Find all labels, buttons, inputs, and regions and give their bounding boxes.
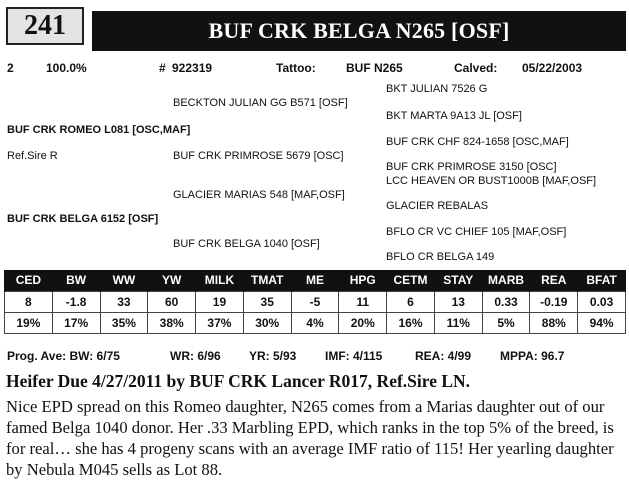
pedigree-sd-dam: BUF CRK PRIMROSE 3150 [OSC] (386, 161, 557, 173)
epd-percentile-stay: 11% (434, 312, 482, 333)
lot-description: Nice EPD spread on this Romeo daughter, N265 comes from a Marias daughter out of our famed Belga 1040 donor. Her .33 Marbling EPD, which ranks in the top 5% of the breed, is for real… she has 4 progeny scans with an average IMF ratio of 115! Her yearling daughter by Nebula M045 sells as Lot 88. (6, 397, 614, 479)
epd-value-milk: 19 (196, 291, 244, 312)
epd-percentile-bw: 17% (52, 312, 100, 333)
progeny-wr: WR: 6/96 (170, 349, 221, 363)
epd-header-ww: WW (100, 270, 148, 291)
epd-value-rea: -0.19 (530, 291, 578, 312)
percent: 100.0% (46, 61, 87, 75)
pedigree-dam-dam: BUF CRK BELGA 1040 [OSF] (173, 238, 320, 250)
epd-header-me: ME (291, 270, 339, 291)
calved-label: Calved: (454, 61, 498, 75)
epd-header-milk: MILK (196, 270, 244, 291)
lot-number: 241 (6, 7, 84, 45)
epd-percentile-me: 4% (291, 312, 339, 333)
epd-header-ced: CED (5, 270, 53, 291)
tattoo-label: Tattoo: (276, 61, 316, 75)
epd-value-cetm: 6 (387, 291, 435, 312)
pedigree-sire: BUF CRK ROMEO L081 [OSC,MAF] (7, 124, 191, 136)
progeny-imf: IMF: 4/115 (325, 349, 383, 363)
progeny-rea: REA: 4/99 (415, 349, 472, 363)
pedigree-sire-sire: BECKTON JULIAN GG B571 [OSF] (173, 97, 348, 109)
epd-percentile-tmat: 30% (243, 312, 291, 333)
calved-value: 05/22/2003 (522, 61, 583, 75)
reg-label: # (159, 61, 166, 75)
epd-percentile-yw: 38% (148, 312, 196, 333)
reg-number: 922319 (172, 61, 213, 75)
epd-header-cetm: CETM (387, 270, 435, 291)
tattoo-value: BUF N265 (346, 61, 403, 75)
epd-percentiles-row (5, 312, 626, 333)
epd-header-bfat: BFAT (578, 270, 626, 291)
pedigree-dd-dam: BFLO CR BELGA 149 (386, 251, 495, 263)
epd-percentile-bfat: 94% (578, 312, 626, 333)
heifer-due-line: Heifer Due 4/27/2011 by BUF CRK Lancer R017, Ref.Sire LN. (6, 371, 471, 391)
pedigree-ds-dam: GLACIER REBALAS (386, 200, 489, 212)
epd-header-marb: MARB (482, 270, 530, 291)
epd-value-ced: 8 (5, 291, 53, 312)
epd-header-bw: BW (52, 270, 100, 291)
pedigree-dd-sire: BFLO CR VC CHIEF 105 [MAF,OSF] (386, 226, 567, 238)
epd-value-marb: 0.33 (482, 291, 530, 312)
epd-percentile-ww: 35% (100, 312, 148, 333)
epd-percentile-cetm: 16% (387, 312, 435, 333)
progeny-mppa: MPPA: 96.7 (500, 349, 565, 363)
epd-value-stay: 13 (434, 291, 482, 312)
pedigree-sd-sire: BUF CRK CHF 824-1658 [OSC,MAF] (386, 136, 569, 148)
epd-value-yw: 60 (148, 291, 196, 312)
head-count: 2 (7, 61, 14, 75)
pedigree-dam: BUF CRK BELGA 6152 [OSF] (7, 213, 159, 225)
epd-header-hpg: HPG (339, 270, 387, 291)
pedigree-ss-dam: BKT MARTA 9A13 JL [OSF] (386, 110, 522, 122)
epd-value-hpg: 11 (339, 291, 387, 312)
epd-value-tmat: 35 (243, 291, 291, 312)
epd-percentile-milk: 37% (196, 312, 244, 333)
epd-value-bw: -1.8 (52, 291, 100, 312)
epd-table (4, 270, 626, 334)
epd-percentile-ced: 19% (5, 312, 53, 333)
epd-header-tmat: TMAT (243, 270, 291, 291)
pedigree-ds-sire: LCC HEAVEN OR BUST1000B [MAF,OSF] (386, 175, 597, 187)
progeny-yr: YR: 5/93 (249, 349, 297, 363)
epd-value-bfat: 0.03 (578, 291, 626, 312)
epd-value-me: -5 (291, 291, 339, 312)
epd-value-ww: 33 (100, 291, 148, 312)
epd-header-stay: STAY (434, 270, 482, 291)
epd-header-row (5, 270, 626, 291)
animal-name-title: BUF CRK BELGA N265 [OSF] (92, 11, 626, 51)
progeny-bw: Prog. Ave: BW: 6/75 (7, 349, 120, 363)
pedigree-ss-sire: BKT JULIAN 7526 G (386, 83, 488, 95)
epd-percentile-rea: 88% (530, 312, 578, 333)
epd-percentile-marb: 5% (482, 312, 530, 333)
epd-header-yw: YW (148, 270, 196, 291)
pedigree-sire-dam: BUF CRK PRIMROSE 5679 [OSC] (173, 150, 344, 162)
epd-header-rea: REA (530, 270, 578, 291)
pedigree-sire-note: Ref.Sire R (7, 150, 58, 162)
epd-values-row (5, 291, 626, 312)
pedigree-dam-sire: GLACIER MARIAS 548 [MAF,OSF] (173, 189, 345, 201)
epd-percentile-hpg: 20% (339, 312, 387, 333)
